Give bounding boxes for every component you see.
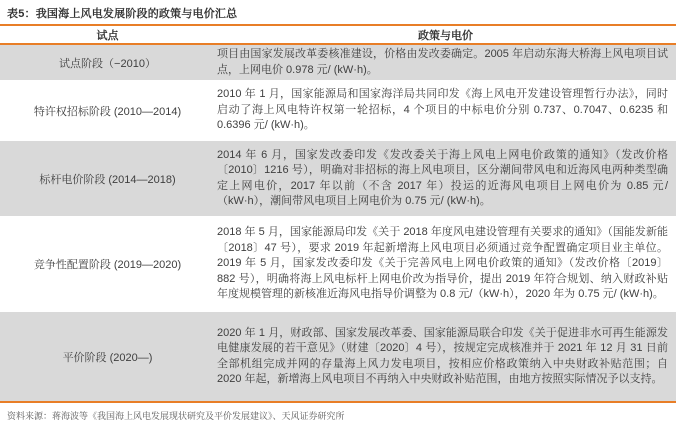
table-title: 表5：我国海上风电发展阶段的政策与电价汇总 bbox=[7, 8, 238, 20]
stage-cell: 特许权招标阶段 (2010—2014) bbox=[33, 105, 182, 118]
table-row bbox=[0, 141, 676, 216]
stage-cell: 标杆电价阶段 (2014—2018) bbox=[39, 173, 176, 186]
stage-cell: 平价阶段 (2020—) bbox=[62, 351, 153, 364]
table-header-row bbox=[0, 26, 676, 43]
table-body bbox=[0, 45, 676, 401]
table-row bbox=[0, 216, 676, 312]
source-note: 资料来源：蒋海波等《我国海上风电发展现状研究及平价发展建议》、天风证券研究所 bbox=[7, 411, 345, 421]
column-header-stage: 试点 bbox=[96, 29, 119, 42]
policy-cell: 项目由国家发展改革委核准建设，价格由发改委确定。2005 年启动东海大桥海上风电项目试点，上网电价 0.978 元/ (kW·h)。 bbox=[217, 48, 668, 76]
stage-cell: 试点阶段（−2010） bbox=[59, 57, 156, 70]
table-row bbox=[0, 312, 676, 401]
column-header-policy: 政策与电价 bbox=[418, 29, 473, 42]
table-row bbox=[0, 80, 676, 141]
table-row bbox=[0, 45, 676, 80]
policy-cell: 2010 年 1 月，国家能源局和国家海洋局共同印发《海上风电开发建设管理暂行办法》，同时启动了海上风电特许权第一轮招标，4 个项目的中标电价分别 0.737、0.7047、0.6235 和 0.6396 元/ (kW·h)。 bbox=[217, 88, 668, 132]
policy-cell: 2014 年 6 月，国家发改委印发《发改委关于海上风电上网电价政策的通知》（发改价格〔2010〕1216 号），明确对非招标的海上风电项目，区分潮间带风电和近海风电两种类型确定上网电价，2017 年以前（不含 2017 年）投运的近海风电项目上网电价为 0.85 元/（kW·h），潮间带风电项目上网电价为 0.75 元/ (kW·h)。 bbox=[217, 148, 668, 207]
policy-cell: 2018 年 5 月，国家能源局印发《关于 2018 年度风电建设管理有关要求的通知》（国能发新能〔2018〕47 号），要求 2019 年起新增海上风电项目必须通过竞争配置确定项目业主单位。2019 年 5 月，国家发改委印发《关于完善风电上网电价政策的通知》（发改价格〔2019〕882 号），明确将海上风电标杆上网电价改为指导价，提出 2019 年符合规划、纳入财政补贴年度规模管理的新核准近海风电指导价调整为 0.8 元/（kW·h），2020 年为 0.75 元/ (kW·h)。 bbox=[217, 226, 668, 301]
policy-cell: 2020 年 1 月，财政部、国家发展改革委、国家能源局联合印发《关于促进非水可再生能源发电健康发展的若干意见》（财建〔2020〕4 号），按规定完成核准并于 2021 年 12 月 31 日前全部机组完成并网的存量海上风力发电项目，按相应价格政策纳入中央财政补贴范围；自 2020 年起，新增海上风电项目不再纳入中央财政补贴范围，由地方按照实际情况予以支持。 bbox=[217, 326, 668, 385]
stage-cell: 竞争性配置阶段 (2019—2020) bbox=[33, 259, 182, 271]
